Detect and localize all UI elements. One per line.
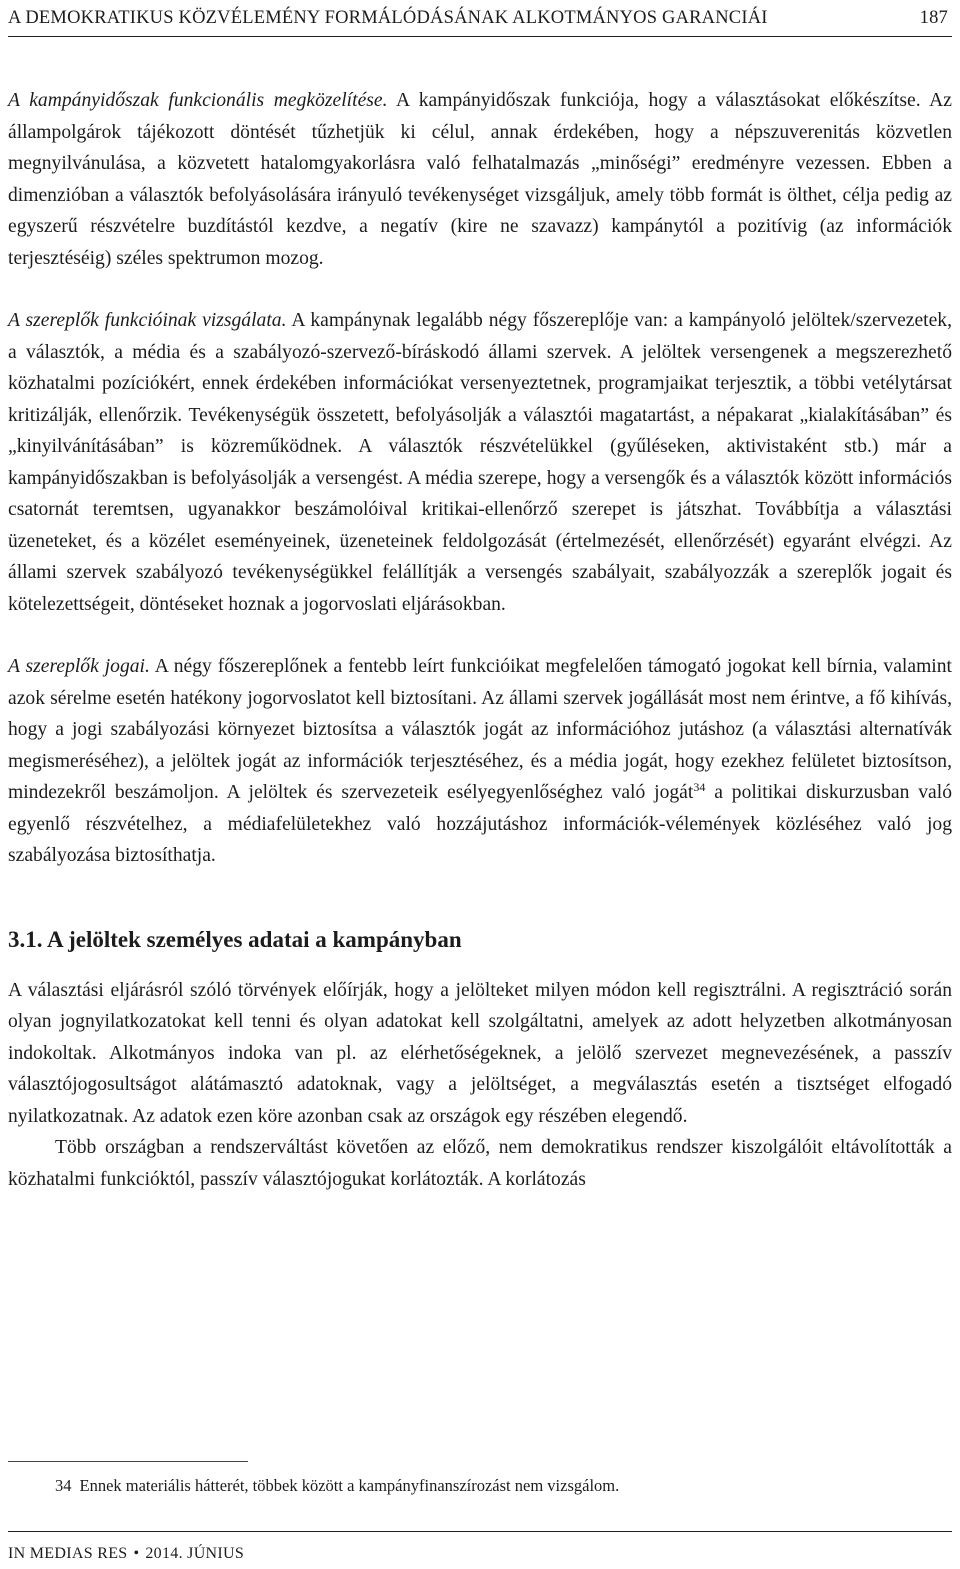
paragraph-actors-functions (8, 305, 952, 620)
section-paragraph-lustration: Több országban a rendszerváltást követően az előző, nem demokratikus rendszer kiszolgálóit eltávolították a közhatalmi funkcióktól, passzív választójogukat korlátozták. A korlátozás (8, 1137, 952, 1190)
page-number: 187 (919, 7, 948, 28)
footnote-number: 34 (55, 1476, 72, 1495)
footnote-reference: 34 (693, 780, 706, 794)
footnote-divider (8, 1461, 248, 1462)
paragraph-functional-approach (8, 85, 952, 274)
running-title: A DEMOKRATIKUS KÖZVÉLEMÉNY FORMÁLÓDÁSÁNAK ALKOTMÁNYOS GARANCIÁI (8, 7, 768, 28)
paragraph-text: a politikai diskurzusban való egyenlő részvételhez, a médiafelületekhez való hozzájutáshoz információk-vélemények közléséhez való jog szabályozása biztosíthatja. (8, 782, 952, 866)
paragraph-lead: A szereplők jogai. (8, 656, 150, 677)
paragraph-actors-rights (8, 651, 952, 872)
journal-name: IN MEDIAS RES (8, 1545, 128, 1562)
paragraph-text: A négy főszereplőnek a fentebb leírt funkcióikat megfelelően támogató jogokat kell bírnia, valamint azok sérelme esetén hatékony jogorvoslatot kell biztosítani. Az állami szervek jogállását most nem érintve, a fő kihívás, hogy a jogi szabályozási környezet biztosítsa a választók jogát az információhoz jutáshoz (a választási alternatívák megismeréséhez), a jelöltek jogát az információk terjesztéséhez, és a média jogát, hogy ezekhez felületet biztosítson, mindezekről beszámoljon. A jelöltek és szervezeteik esélyegyenlőséghez való jogát (8, 656, 952, 803)
paragraph-text: A kampányidőszak funkciója, hogy a választásokat előkészítse. Az állampolgárok tájékozott döntését tűzhetjük ki célul, annak érdekében, hogy a népszuverenitás közvetlen megnyilvánulása, a közvetett hatalomgyakorlásra való felhatalmazás „minőségi” eredményre vezessen. Ebben a dimenzióban a választók befolyásolására irányuló tevékenységet vizsgáljuk, amely több formát is ölthet, célja pedig az egyszerű részvételre buzdítástól kezdve, a negatív (kire ne szavazz) kampánytól a pozitívig (az információk terjesztéséig) széles spektrumon mozog. (8, 90, 952, 269)
section-paragraph-registration: A választási eljárásról szóló törvények előírják, hogy a jelölteket milyen módon kell regisztrálni. A regisztráció során olyan jognyilatkozatokat kell tenni és olyan adatokat kell szolgáltatni, amelyek az adott helyzetben alkotmányosan indokoltak. Alkotmányos indoka van pl. az elérhetőségeknek, a jelölő szervezet megnevezésének, a passzív választójogosultságot alátámasztó adatoknak, vagy a jelöltséget, a megválasztás esetén a tisztséget elfogadó nyilatkozatnak. Az adatok ezen köre azonban csak az országok egy részében elegendő. (8, 979, 952, 1127)
running-footer (8, 1545, 244, 1563)
footer-divider (8, 1531, 952, 1532)
body-text (8, 85, 952, 1195)
bullet-separator: • (133, 1545, 140, 1562)
footnote (55, 1474, 619, 1498)
paragraph-lead: A szereplők funkcióinak vizsgálata. (8, 310, 287, 331)
paragraph-text: A kampánynak legalább négy főszereplője van: a kampányoló jelöltek/szervezetek, a választók, a média és a szabályozó-szervező-bíráskodó állami szervek. A jelöltek versengenek a megszerezhető közhatalmi pozíciókért, ennek érdekében információkat versenyeztetnek, programjaikat terjesztik, a többi vetélytársat kritizálják, ellenőrzik. Tevékenységük összetett, befolyásolják a választói magatartást, a népakarat „kialakításában” és „kinyilvánításában” is közreműködnek. A választók részvételükkel (gyűléseken, aktivistaként stb.) már a kampányidőszakban is befolyásolják a versengést. A média szerepe, hogy a versengők és a választók között információs csatornát teremtsen, ugyanakkor beszámolóival kritikai-ellenőrző szerepet is játszhat. Továbbítja a választási üzeneteket, és a közélet eseményeinek, üzeneteinek feldolgozását (értelmezését, ellenőrzését) egyaránt elvégzi. Az állami szervek szabályozó tevékenységükkel felállítják a versengés szabályait, szabályozzák a szereplők jogait és kötelezettségeit, döntéseket hoznak a jogorvoslati eljárásokban. (8, 310, 952, 615)
paragraph-lead: A kampányidőszak funkcionális megközelítése. (8, 90, 388, 111)
footnote-text: Ennek materiális hátterét, többek között a kampányfinanszírozást nem vizsgálom. (79, 1476, 620, 1495)
section-heading: 3.1. A jelöltek személyes adatai a kampányban (8, 926, 462, 952)
running-header (8, 0, 952, 37)
issue-date: 2014. JÚNIUS (145, 1545, 245, 1562)
